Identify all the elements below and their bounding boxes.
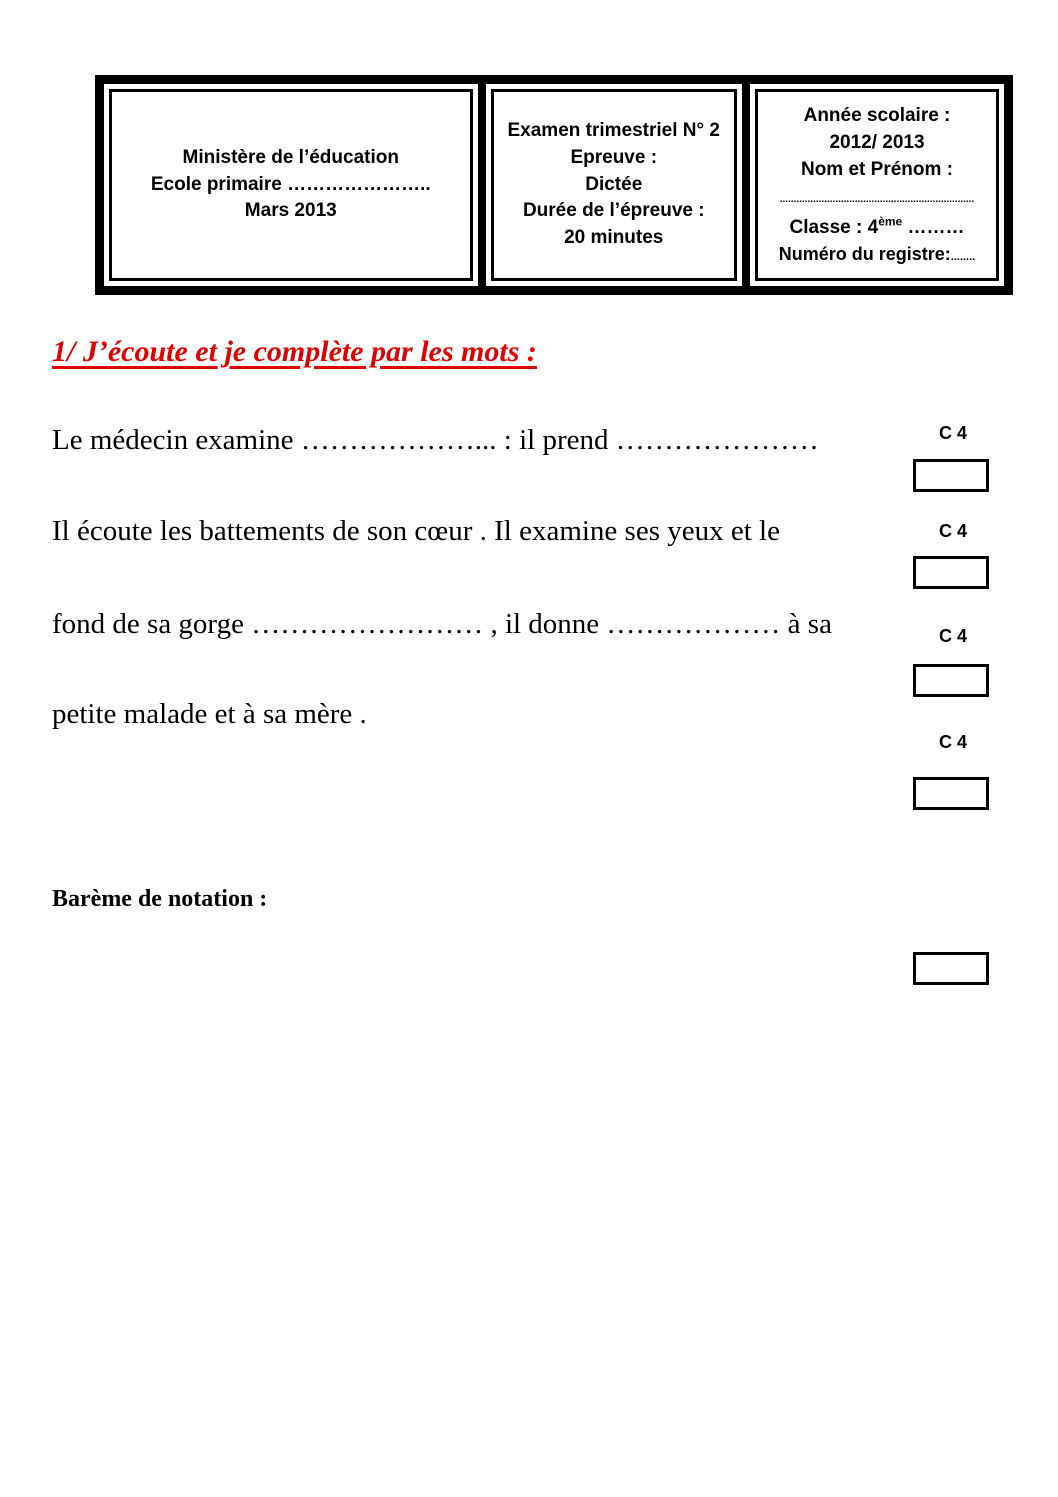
school-info-cell-inner <box>109 89 473 281</box>
school-name-line: Ecole primaire ………………….. <box>150 173 431 195</box>
name-blank-line: ...................................................................... <box>779 194 975 205</box>
score-box <box>913 459 989 492</box>
score-box <box>913 777 989 810</box>
exam-info-cell-inner <box>491 89 738 281</box>
dictation-line-1: Le médecin examine ………………... : il prend ………………… <box>52 424 819 456</box>
classe-superscript: ème <box>878 214 903 229</box>
date-line: Mars 2013 <box>244 200 337 222</box>
exercise-title: 1/ J’écoute et je complète par les mots : <box>52 335 537 368</box>
score-box <box>913 556 989 589</box>
student-info-cell <box>750 84 1004 286</box>
ministry-line: Ministère de l’éducation <box>182 146 399 168</box>
registre-blank-dots: ........ <box>950 250 976 263</box>
score-label-c4: C 4 <box>938 521 967 541</box>
score-label-c4: C 4 <box>938 732 967 752</box>
classe-prefix: Classe : 4 <box>789 216 879 238</box>
score-label-c4: C 4 <box>938 626 967 646</box>
table-divider <box>742 84 750 286</box>
name-label: Nom et Prénom : <box>800 158 954 180</box>
duration-value: 20 minutes <box>564 227 664 249</box>
school-year-value: 2012/ 2013 <box>829 131 925 153</box>
registre-label: Numéro du registre: <box>778 243 951 264</box>
school-year-label: Année scolaire : <box>803 104 951 126</box>
dictation-line-2: Il écoute les battements de son cœur . Il examine ses yeux et le <box>52 515 780 547</box>
school-info-cell <box>104 84 478 286</box>
subject-line: Dictée <box>585 173 643 195</box>
exam-info-cell <box>486 84 743 286</box>
header-table <box>95 75 1013 295</box>
duration-label: Durée de l’épreuve : <box>522 200 705 222</box>
dictation-line-3: fond de sa gorge …………………… , il donne ……………… à sa <box>52 608 832 640</box>
score-label-c4: C 4 <box>938 423 967 443</box>
student-info-cell-inner <box>755 89 999 281</box>
epreuve-label: Epreuve : <box>570 146 658 168</box>
score-box <box>913 664 989 697</box>
classe-line <box>789 215 964 242</box>
registre-line <box>779 242 975 268</box>
table-divider <box>478 84 486 286</box>
exam-title-line: Examen trimestriel N° 2 <box>507 119 720 141</box>
bareme-heading: Barème de notation : <box>52 886 268 912</box>
dictation-line-4: petite malade et à sa mère . <box>52 698 367 730</box>
classe-blank-dots: ……… <box>902 216 965 238</box>
score-box <box>913 952 989 985</box>
